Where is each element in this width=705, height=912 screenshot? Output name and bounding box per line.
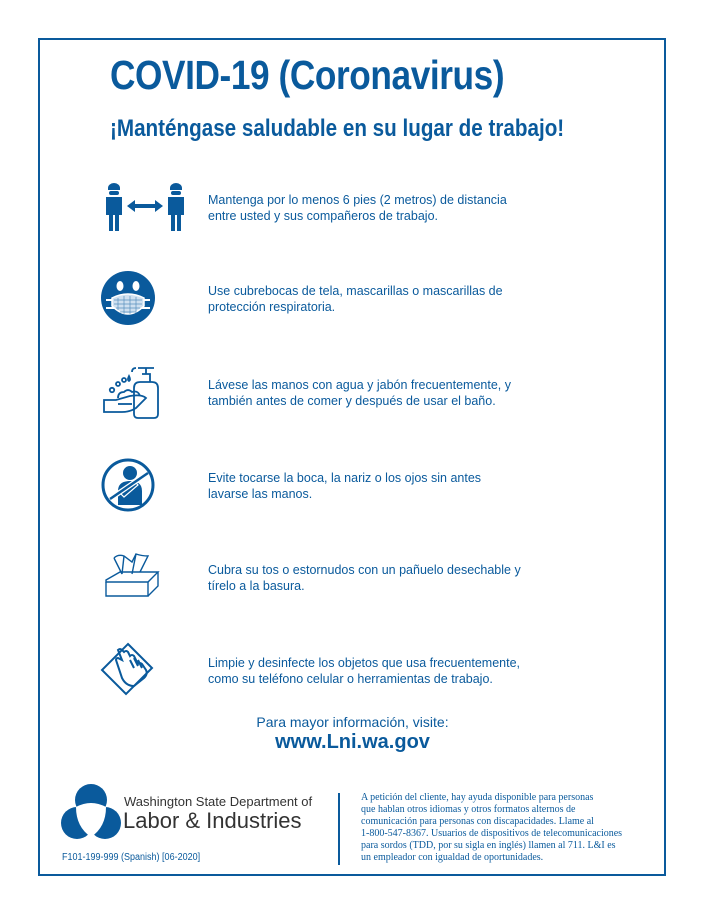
page-title: COVID-19 (Coronavirus) xyxy=(110,52,505,98)
tip-text: Evite tocarse la boca, la nariz o los ojos sin antes lavarse las manos. xyxy=(208,471,482,501)
tissue-box-icon xyxy=(100,550,190,620)
lni-logo-icon xyxy=(60,783,122,841)
tip-text: Lávese las manos con agua y jabón frecuentemente, y también antes de comer y después de usar el baño. xyxy=(208,378,511,408)
tip-text: Mantenga por lo menos 6 pies (2 metros) de distancia entre usted y sus compañeros de trabajo. xyxy=(208,193,507,223)
disinfect-wipe-icon xyxy=(100,640,190,710)
tip-social-distance xyxy=(100,178,600,258)
website-link[interactable]: www.Lni.wa.gov xyxy=(275,731,430,753)
face-mask-icon xyxy=(100,270,190,340)
org-name-line1: Washington State Department of xyxy=(124,794,313,809)
tip-face-mask xyxy=(100,270,600,350)
page-subtitle: ¡Manténgase saludable en su lugar de trabajo! xyxy=(110,115,565,142)
tip-no-face-touch xyxy=(100,457,600,537)
no-face-touch-icon xyxy=(100,457,190,527)
tip-text: Use cubrebocas de tela, mascarillas o mascarillas de protección respiratoria. xyxy=(208,284,503,314)
tip-text: Cubra su tos o estornudos con un pañuelo desechable y tírelo a la basura. xyxy=(208,563,521,593)
social-distance-icon xyxy=(100,178,190,248)
hand-washing-icon xyxy=(100,362,190,432)
tip-cover-cough xyxy=(100,550,600,630)
tip-text: Limpie y desinfecte los objetos que usa frecuentemente, como su teléfono celular o herramientas de trabajo. xyxy=(208,656,520,686)
form-number: F101-199-999 (Spanish) [06-2020] xyxy=(62,852,201,863)
tip-hand-washing xyxy=(100,362,600,442)
more-info-label: Para mayor información, visite: xyxy=(256,714,449,730)
accessibility-notice: A petición del cliente, hay ayuda disponible para personas que hablan otros idiomas y otros formatos alternos de comunicación para personas con discapacidades. Llame al 1-800-547-8367. Usuarios de dispositivos de telecomunicaciones para sordos (TDD, por su sigla en inglés) llamen al 711. L&I es un empleador con igualdad de oportunidades. xyxy=(361,792,623,863)
tip-disinfect xyxy=(100,640,600,720)
org-name-line2: Labor & Industries xyxy=(123,808,302,833)
footer-divider xyxy=(338,793,340,865)
